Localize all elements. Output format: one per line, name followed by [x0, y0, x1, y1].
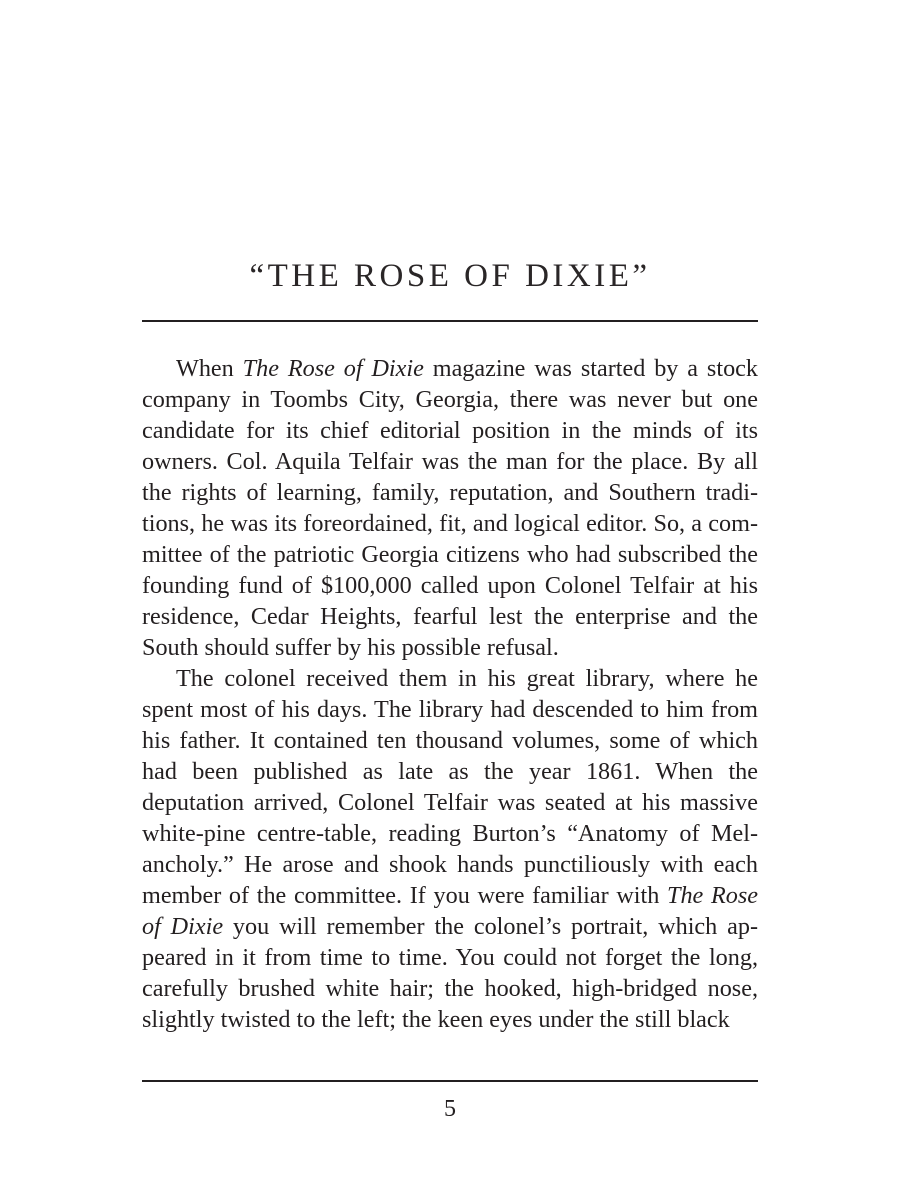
magazine-title-italic: The Rose of Dixie	[142, 882, 758, 940]
paragraph-2-lead: The colonel received them in his great library, where he spent most of his days. The library had descended to him from his father. It contained ten thousand volumes, some of which had been published as late as the year 1861. When the deputation arrived, Colonel Telfair was seated at his massive white-pine centre-table, reading Burton’s “Anatomy of Melancholy.” He arose and shook hands punctiliously with each member of the committee. If you were familiar with	[142, 665, 758, 909]
paragraph-1	[142, 353, 758, 663]
body-text	[142, 353, 758, 1035]
magazine-title-italic: The Rose of Dixie	[242, 355, 424, 382]
paragraph-1-rest: magazine was started by a stock company in Toombs City, Georgia, there was never but one candidate for its chief editorial position in the minds of its owners. Col. Aquila Telfair was the man for the place. By all the rights of learning, family, reputation, and Southern traditions, he was its foreordained, fit, and logical editor. So, a committee of the patriotic Georgia citizens who had subscribed the founding fund of $100,000 called upon Colonel Telfair at his residence, Cedar Heights, fearful lest the enterprise and the South should suffer by his possible refusal.	[142, 355, 758, 661]
top-rule	[142, 320, 758, 322]
bottom-rule	[142, 1080, 758, 1082]
paragraph-2	[142, 663, 758, 1035]
paragraph-1-lead: When	[176, 355, 243, 382]
chapter-title: “THE ROSE OF DIXIE”	[249, 258, 651, 294]
page-number: 5	[444, 1096, 456, 1122]
paragraph-2-rest: you will remember the colonel’s portrait, which appeared in it from time to time. You could not forget the long, carefully brushed white hair; the hooked, high-bridged nose, slightly twisted to the left; the keen eyes under the still black	[142, 913, 758, 1033]
